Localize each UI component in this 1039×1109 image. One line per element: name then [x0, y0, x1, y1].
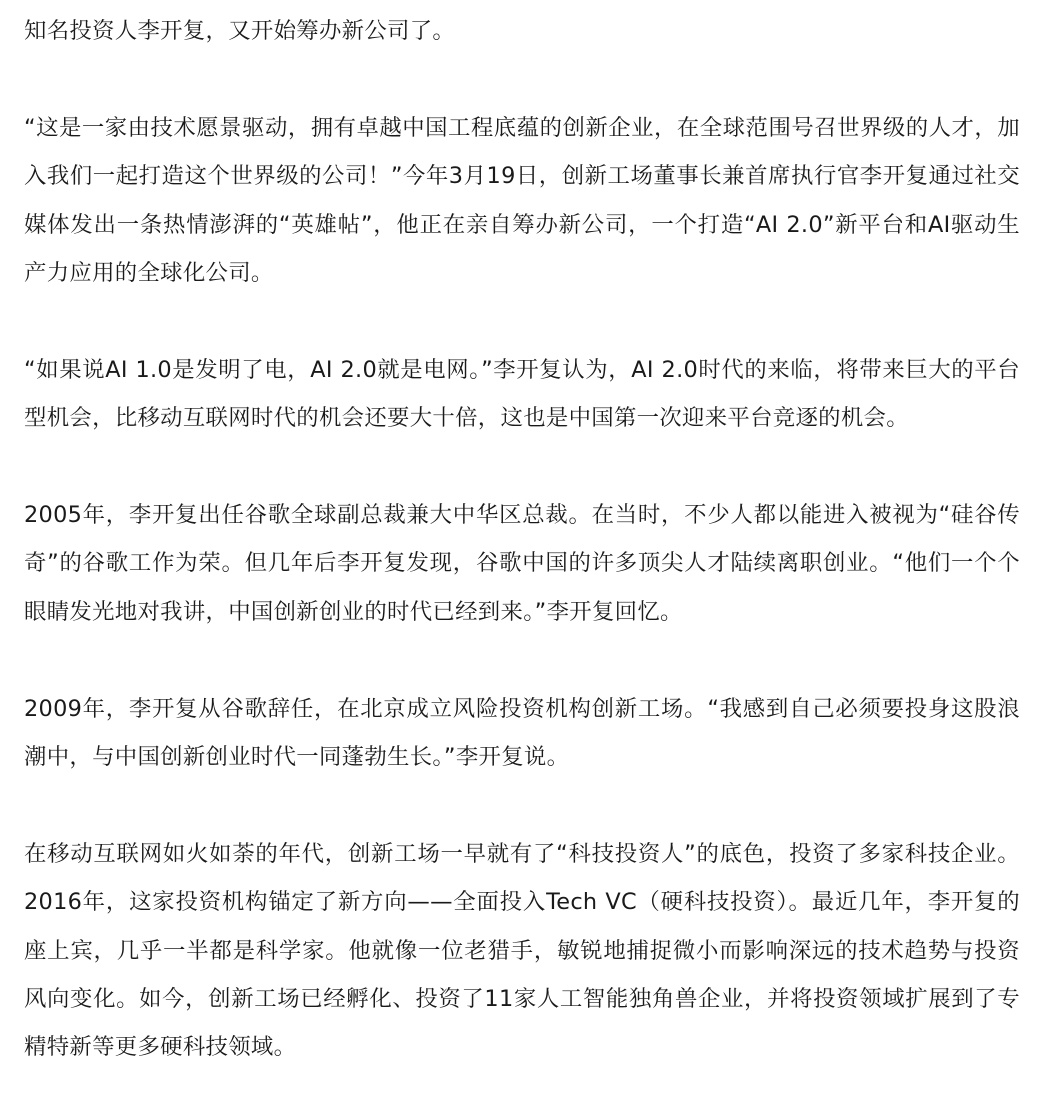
- paragraph-hero-post: “这是一家由技术愿景驱动，拥有卓越中国工程底蕴的创新企业，在全球范围号召世界级的人才，加入我们一起打造这个世界级的公司！”今年3月19日，创新工场董事长兼首席执行官李开复通过社交媒体发出一条热情澎湃的“英雄帖”，他正在亲自筹办新公司，一个打造“AI 2.0”新平台和AI驱动生产力应用的全球化公司。: [24, 114, 1020, 287]
- paragraph-2009: 2009年，李开复从谷歌辞任，在北京成立风险投资机构创新工场。“我感到自己必须要投身这股浪潮中，与中国创新创业时代一同蓬勃生长。”李开复说。: [24, 695, 1020, 771]
- paragraph-2005: 2005年，李开复出任谷歌全球副总裁兼大中华区总裁。在当时，不少人都以能进入被视为“硅谷传奇”的谷歌工作为荣。但几年后李开复发现，谷歌中国的许多顶尖人才陆续离职创业。“他们一个个眼睛发光地对我讲，中国创新创业的时代已经到来。”李开复回忆。: [24, 502, 1020, 625]
- paragraph-intro: 知名投资人李开复，又开始筹办新公司了。: [24, 18, 456, 44]
- paragraph-ai-2-0: “如果说AI 1.0是发明了电，AI 2.0就是电网。”李开复认为，AI 2.0时代的来临，将带来巨大的平台型机会，比移动互联网时代的机会还要大十倍，这也是中国第一次迎来平台竞逐的机会。: [24, 356, 1020, 432]
- article-body: [24, 7, 1020, 1072]
- paragraph-tech-vc: 在移动互联网如火如荼的年代，创新工场一早就有了“科技投资人”的底色，投资了多家科技企业。2016年，这家投资机构锚定了新方向——全面投入Tech VC（硬科技投资）。最近几年，李开复的座上宾，几乎一半都是科学家。他就像一位老猎手，敏锐地捕捉微小而影响深远的技术趋势与投资风向变化。如今，创新工场已经孵化、投资了11家人工智能独角兽企业，并将投资领域扩展到了专精特新等更多硬科技领域。: [24, 840, 1020, 1061]
